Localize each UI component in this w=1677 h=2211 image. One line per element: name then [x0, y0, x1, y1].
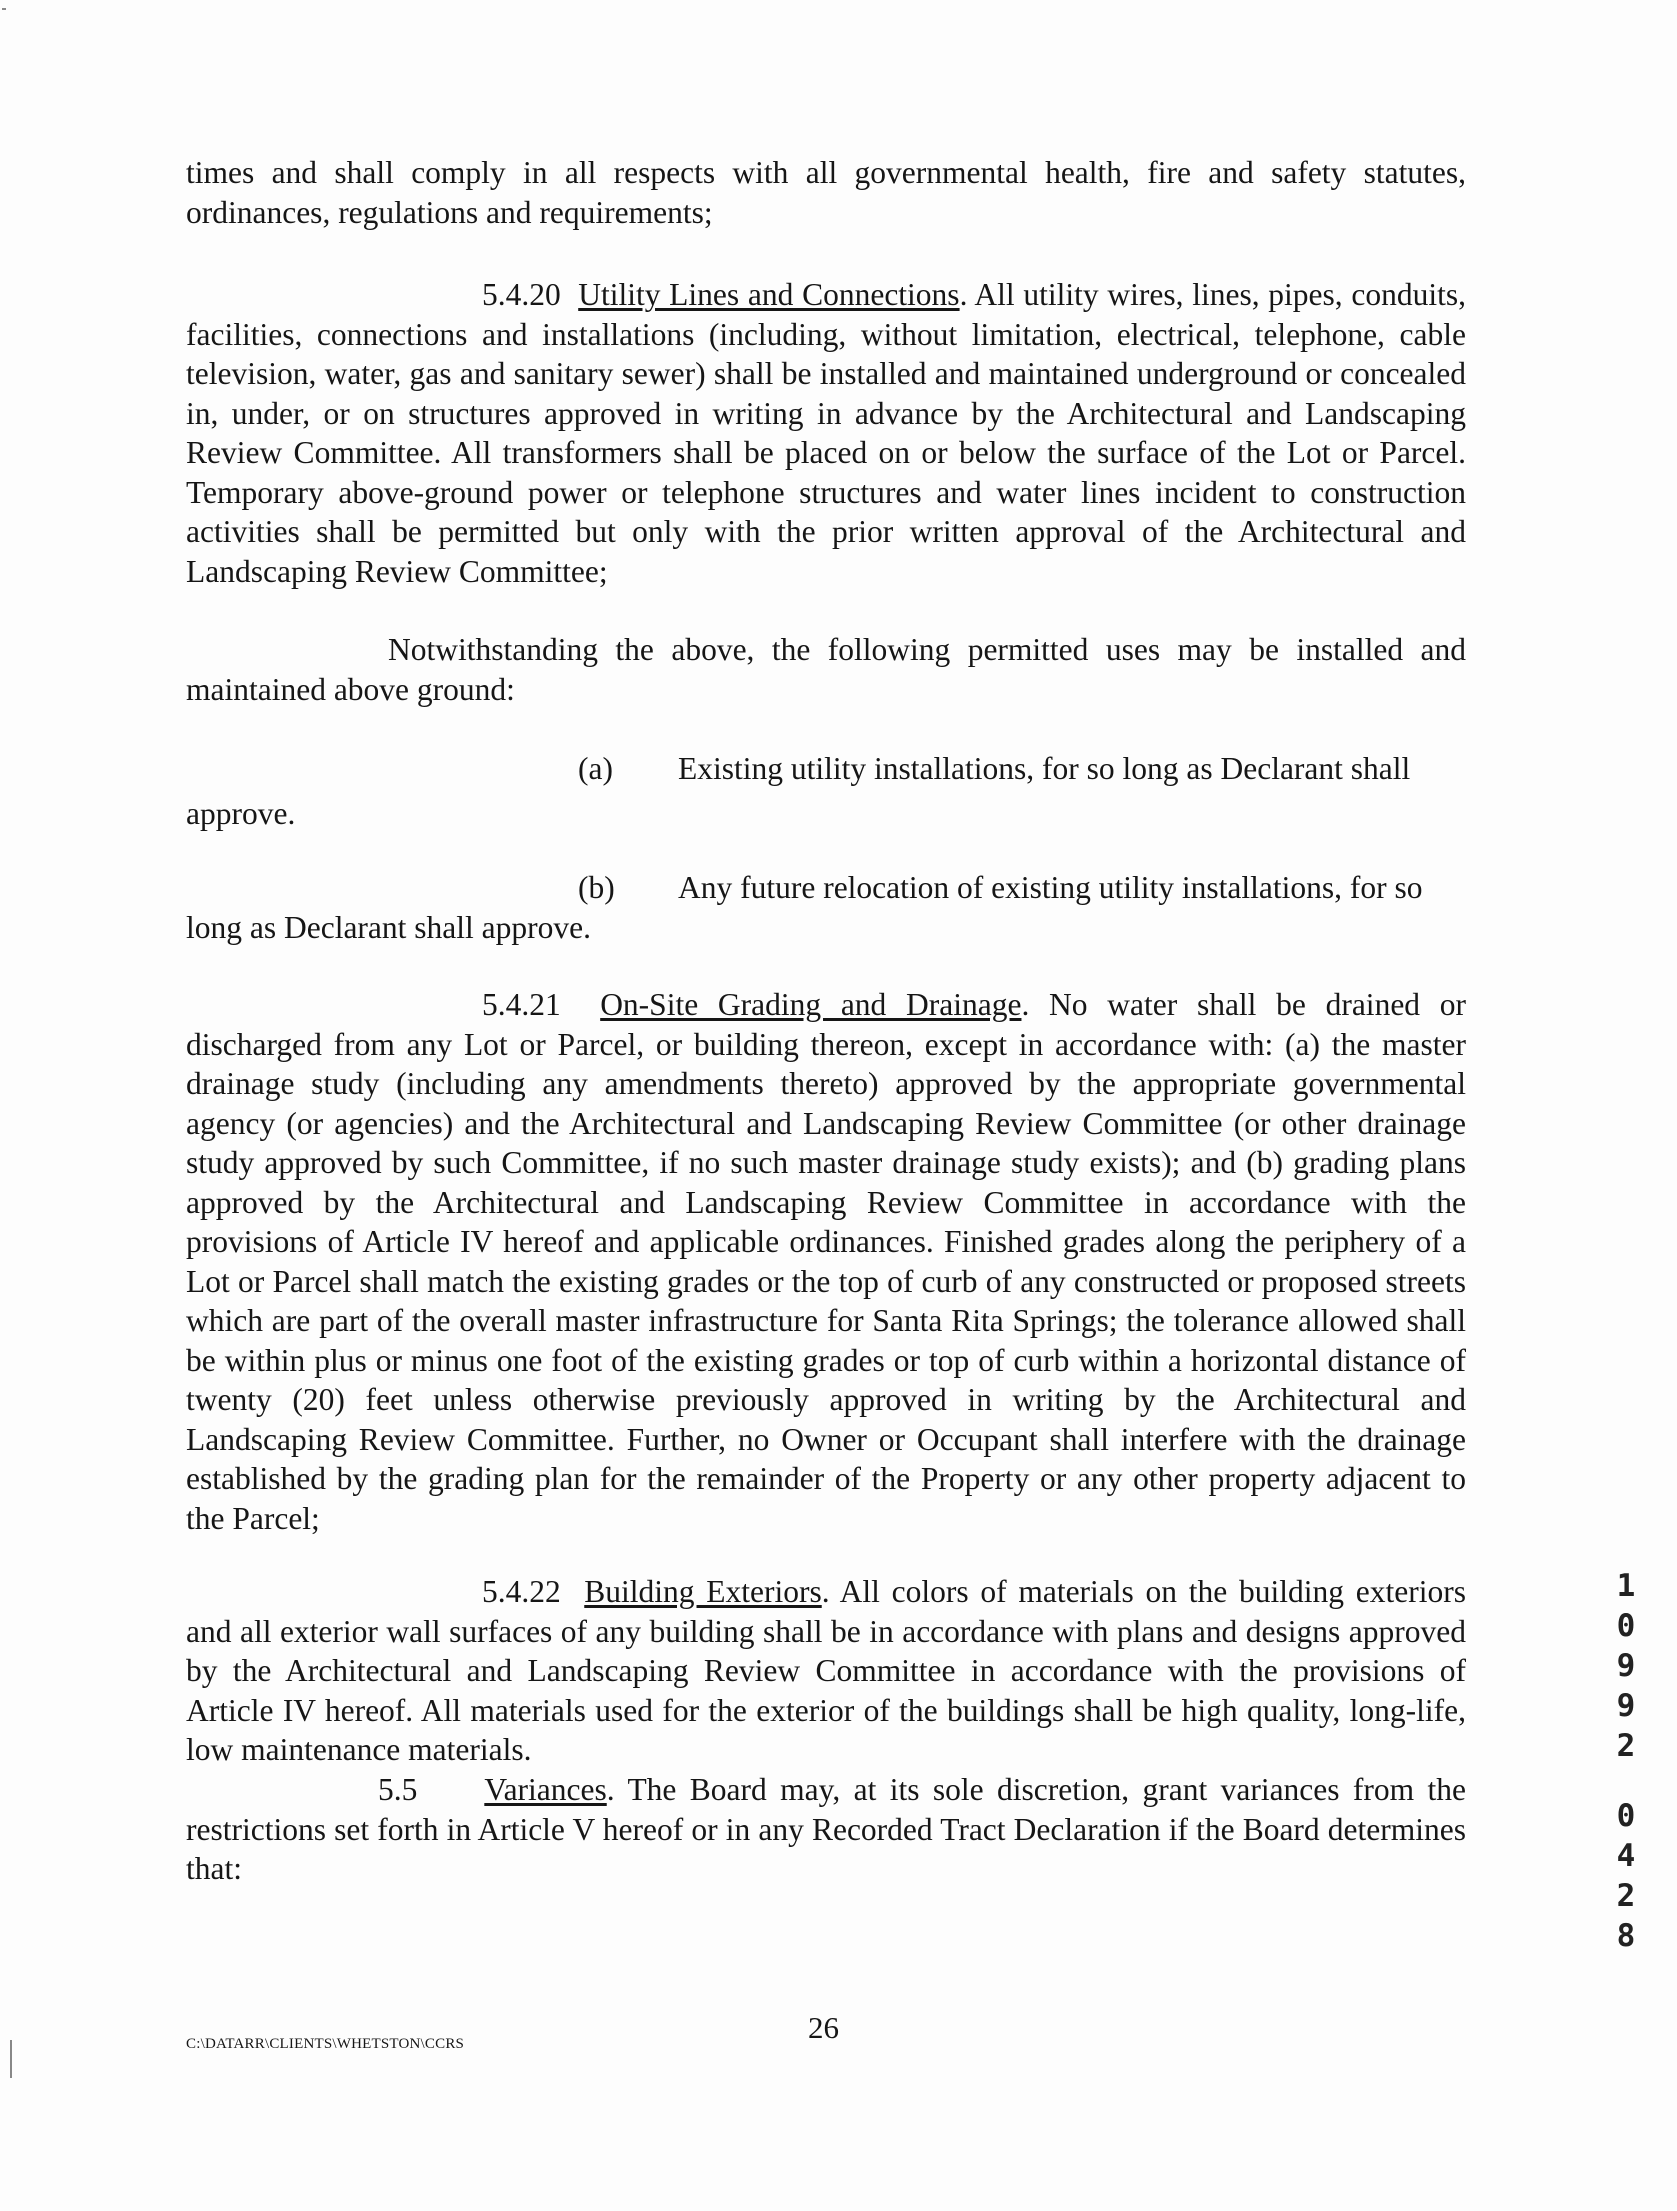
- section-5-4-21: [186, 985, 1466, 1538]
- section-heading: Building Exteriors: [584, 1574, 822, 1609]
- continuation-text: times and shall comply in all respects with all governmental health, fire and safety statutes, ordinances, regulations and requirements;: [186, 155, 1466, 230]
- item-a-continuation: approve.: [186, 796, 296, 831]
- stamp-digit: 0: [1616, 1608, 1636, 1644]
- item-b-text: Any future relocation of existing utility installations, for so: [678, 870, 1423, 905]
- section-text: . The Board may, at its sole discretion, grant variances from the restrictions set forth in Article V hereof or in any Recorded Tract Declaration if the Board determines that:: [186, 1772, 1467, 1886]
- section-5-4-22: [186, 1572, 1466, 1770]
- section-heading: Utility Lines and Connections: [578, 277, 960, 312]
- stamp-digit: 9: [1616, 1648, 1636, 1684]
- section-text: . No water shall be drained or discharged from any Lot or Parcel, or building thereon, except in accordance with: (a) the master drainage study (including any amendments thereto) approved by the appropriate governmental agency (or agencies) and the Architectural and Landscaping Review Committee (or other drainage study approved by such Committee, if no such master drainage study exists); and (b) grading plans approved by the Architectural and Landscaping Review Committee in accordance with the provisions of Article IV hereof and applicable ordinances. Finished grades along the periphery of a Lot or Parcel shall match the existing grades or the top of curb of any constructed or proposed streets which are part of the overall master infrastructure for Santa Rita Springs; the tolerance allowed shall be within plus or minus one foot of the existing grades or top of curb within a horizontal distance of twenty (20) feet unless otherwise previously approved in writing by the Architectural and Landscaping Review Committee. Further, no Owner or Occupant shall interfere with the drainage established by the grading plan for the remainder of the Property or any other property adjacent to the Parcel;: [186, 987, 1466, 1536]
- section-5-4-20: [186, 275, 1466, 591]
- section-heading: Variances: [484, 1772, 607, 1807]
- item-b-continuation: long as Declarant shall approve.: [186, 910, 591, 945]
- continuation-paragraph: [186, 153, 1466, 232]
- stamp-digit: 2: [1616, 1728, 1636, 1764]
- section-number: 5.4.20: [482, 277, 561, 312]
- scan-artifact: [10, 2040, 12, 2078]
- notwithstanding-paragraph: [186, 630, 1466, 709]
- section-heading: On-Site Grading and Drainage: [600, 987, 1022, 1022]
- stamp-digit: 4: [1616, 1838, 1636, 1874]
- section-number: 5.4.22: [482, 1574, 561, 1609]
- stamp-digit: 8: [1616, 1918, 1636, 1954]
- notwithstanding-text: Notwithstanding the above, the following permitted uses may be installed and maintained above ground:: [186, 632, 1466, 707]
- scan-artifact: [2, 8, 6, 10]
- stamp-digit: 2: [1616, 1878, 1636, 1914]
- section-number: 5.5: [378, 1772, 418, 1807]
- stamp-digit: 1: [1616, 1568, 1636, 1604]
- item-a-label: (a): [578, 751, 613, 786]
- section-text: . All utility wires, lines, pipes, conduits, facilities, connections and installations (including, without limitation, electrical, telephone, cable television, water, gas and sanitary sewer) shall be installed and maintained underground or concealed in, under, or on structures approved in writing in advance by the Architectural and Landscaping Review Committee. All transformers shall be placed on or below the surface of the Lot or Parcel. Temporary above-ground power or telephone structures and water lines incident to construction activities shall be permitted but only with the prior written approval of the Architectural and Landscaping Review Committee;: [186, 277, 1467, 589]
- stamp-digit: 9: [1616, 1688, 1636, 1724]
- section-number: 5.4.21: [482, 987, 561, 1022]
- footer-file-path: C:\DATARR\CLIENTS\WHETSTON\CCRS: [186, 2036, 465, 2052]
- item-b-label: (b): [578, 870, 615, 905]
- section-text: . All colors of materials on the building exteriors and all exterior wall surfaces of any building shall be in accordance with plans and designs approved by the Architectural and Landscaping Review Committee in accordance with the provisions of Article IV hereof. All materials used for the exterior of the buildings shall be high quality, long-life, low maintenance materials.: [186, 1574, 1466, 1767]
- item-a-text: Existing utility installations, for so long as Declarant shall: [678, 751, 1411, 786]
- stamp-digit: 0: [1616, 1798, 1636, 1834]
- page-number: 26: [808, 2010, 839, 2045]
- recording-stamp: [1606, 1566, 1646, 1956]
- section-5-5: [186, 1770, 1466, 1889]
